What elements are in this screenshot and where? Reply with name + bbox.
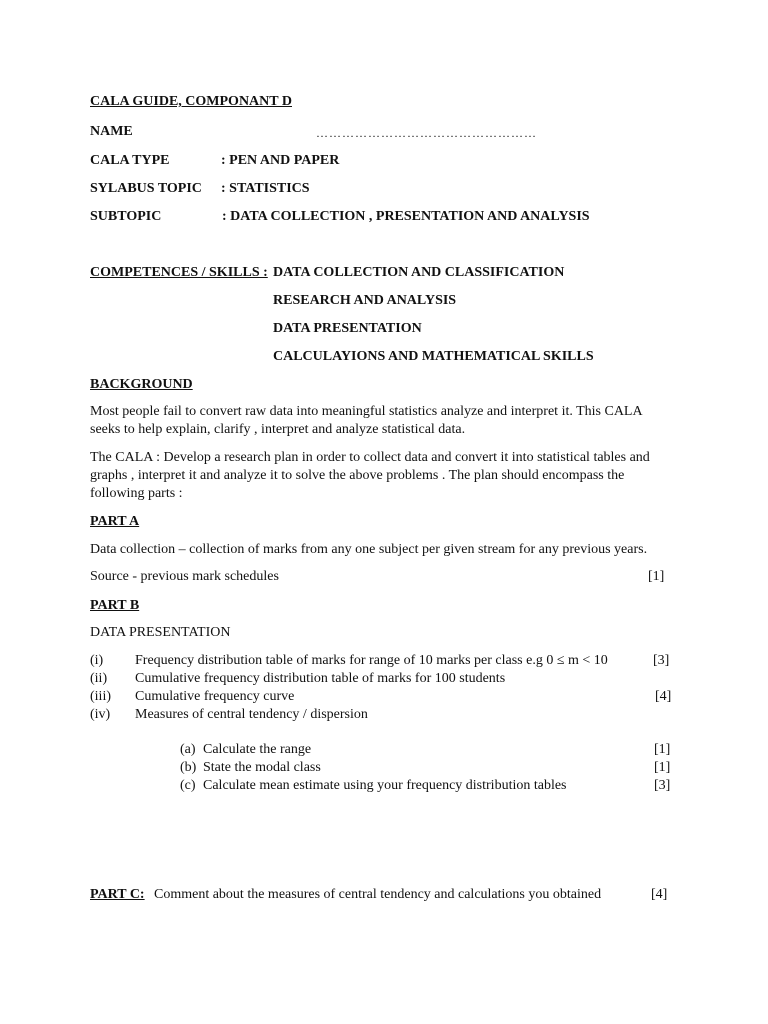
part-b-subitem-mark: [1]: [654, 760, 671, 775]
part-b-item-mark: [4]: [655, 689, 672, 704]
competence-item: RESEARCH AND ANALYSIS: [273, 293, 457, 308]
document-title: CALA GUIDE, COMPONANT D: [90, 94, 292, 109]
part-b-subheading: DATA PRESENTATION: [90, 625, 231, 640]
background-heading: BACKGROUND: [90, 377, 193, 392]
syllabus-topic-label: SYLABUS TOPIC: [90, 181, 202, 196]
part-c-mark: [4]: [651, 887, 668, 902]
part-b-subitem-mark: [3]: [654, 778, 671, 793]
part-b-item-number: (iv): [90, 707, 111, 722]
part-b-subitem-text: Calculate the range: [203, 742, 312, 757]
part-a-text: Data collection – collection of marks from any one subject per given stream for any previous years.: [90, 542, 648, 557]
part-b-item-text: Frequency distribution table of marks for range of 10 marks per class e.g 0 ≤ m < 10: [135, 653, 608, 668]
part-a-source-mark: [1]: [648, 569, 665, 584]
part-b-subitem-number: (a): [180, 742, 196, 757]
competences-label: COMPETENCES / SKILLS :: [90, 265, 268, 280]
name-label: NAME: [90, 124, 133, 139]
part-b-item-number: (iii): [90, 689, 111, 704]
part-a-heading: PART A: [90, 514, 140, 529]
part-b-item-number: (ii): [90, 671, 108, 686]
competence-item: DATA COLLECTION AND CLASSIFICATION: [273, 265, 565, 280]
part-b-subitem-text: Calculate mean estimate using your frequency distribution tables: [203, 778, 567, 793]
part-a-source: Source - previous mark schedules: [90, 569, 279, 584]
subtopic-value: : DATA COLLECTION , PRESENTATION AND ANALYSIS: [222, 209, 590, 224]
syllabus-topic-value: : STATISTICS: [221, 181, 310, 196]
part-b-item-number: (i): [90, 653, 104, 668]
part-b-subitem-mark: [1]: [654, 742, 671, 757]
part-b-subitem-number: (b): [180, 760, 197, 775]
part-b-item-text: Cumulative frequency distribution table of marks for 100 students: [135, 671, 506, 686]
part-b-item-text: Cumulative frequency curve: [135, 689, 295, 704]
background-paragraph-1: Most people fail to convert raw data into meaningful statistics analyze and interpret it. This CALA seeks to help explain, clarify , interpret and analyze statistical data.: [90, 404, 642, 437]
cala-type-value: : PEN AND PAPER: [221, 153, 340, 168]
competence-item: DATA PRESENTATION: [273, 321, 422, 336]
background-paragraph-2: The CALA : Develop a research plan in order to collect data and convert it into statistical tables and graphs , interpret it and analyze it to solve the above problems . The plan should encompass the following parts :: [90, 450, 650, 501]
part-c-heading: PART C:: [90, 887, 145, 902]
part-b-heading: PART B: [90, 598, 140, 613]
part-b-subitem-text: State the modal class: [203, 760, 321, 775]
part-b-item-mark: [3]: [653, 653, 670, 668]
part-b-item-text: Measures of central tendency / dispersion: [135, 707, 368, 722]
part-b-subitem-number: (c): [180, 778, 196, 793]
cala-type-label: CALA TYPE: [90, 153, 170, 168]
competence-item: CALCULAYIONS AND MATHEMATICAL SKILLS: [273, 349, 594, 364]
part-c-text: Comment about the measures of central tendency and calculations you obtained: [154, 887, 602, 902]
name-blank: ……………………………………………: [316, 126, 537, 140]
subtopic-label: SUBTOPIC: [90, 209, 162, 224]
